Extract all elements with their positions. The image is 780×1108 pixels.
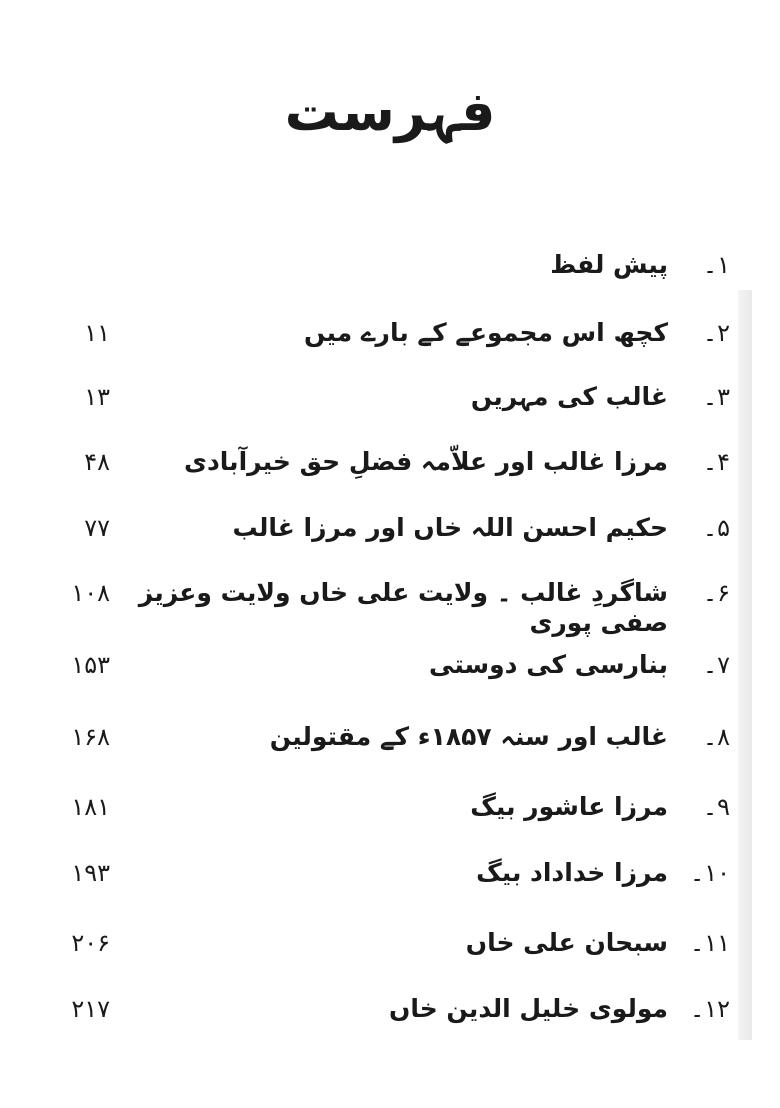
- entry-page: ۱۵۳: [71, 651, 110, 679]
- entry-page: ۷۷: [84, 514, 110, 542]
- entry-number: ۱۲۔: [690, 995, 730, 1023]
- toc-entry: [20, 650, 730, 700]
- entry-number: ۴۔: [703, 448, 730, 476]
- entry-title: مولوی خلیل الدین خاں: [388, 994, 668, 1023]
- toc-entry: [20, 513, 730, 563]
- entry-page: ۴۸: [84, 448, 110, 476]
- page-title: فہرست: [284, 80, 496, 143]
- entry-number: ۶۔: [703, 579, 730, 607]
- entry-title: مرزا غالب اور علاّمہ فضلِ حق خیرآبادی: [184, 447, 668, 476]
- toc-entry: [20, 928, 730, 978]
- entry-number: ۱۰۔: [690, 859, 730, 887]
- entry-title: شاگردِ غالب ۔ ولایت علی خاں ولایت وعزیز صفی پوری: [138, 578, 668, 637]
- entry-number: ۹۔: [703, 793, 730, 821]
- entry-number: ۳۔: [703, 383, 730, 411]
- entry-title: غالب اور سنہ ۱۸۵۷ء کے مقتولین: [269, 722, 668, 751]
- entry-page: ۲۱۷: [71, 995, 110, 1023]
- scan-shading: [738, 290, 752, 1040]
- toc-entry: [20, 994, 730, 1044]
- toc-entry: [20, 318, 730, 368]
- entry-title: مرزا خداداد بیگ: [476, 858, 668, 887]
- toc-entry: [20, 722, 730, 772]
- toc-entry: [20, 250, 730, 300]
- toc-entry: [20, 578, 730, 637]
- entry-page: ۱۹۳: [71, 859, 110, 887]
- entry-number: ۱۱۔: [690, 929, 730, 957]
- toc-entry: [20, 792, 730, 842]
- entry-page: ۱۱: [84, 319, 110, 347]
- entry-title: مرزا عاشور بیگ: [470, 792, 668, 821]
- toc-entry: [20, 382, 730, 432]
- entry-page: ۱۳: [84, 383, 110, 411]
- entry-page: ۱۸۱: [71, 793, 110, 821]
- entry-title: غالب کی مہریں: [470, 382, 668, 411]
- entry-page: ۲۰۶: [71, 929, 110, 957]
- entry-title: پیش لفظ: [550, 250, 668, 279]
- entry-number: ۵۔: [703, 514, 730, 542]
- entry-title: کچھ اس مجموعے کے بارے میں: [304, 318, 668, 347]
- entry-number: ۲۔: [703, 319, 730, 347]
- entry-title: بنارسی کی دوستی: [429, 650, 668, 679]
- entry-page: ۱۰۸: [71, 579, 110, 607]
- entry-number: ۱۔: [703, 251, 730, 279]
- entry-page: ۱۶۸: [71, 723, 110, 751]
- entry-title: حکیم احسن اللہ خاں اور مرزا غالب: [232, 513, 668, 542]
- entry-title: سبحان علی خاں: [465, 928, 668, 957]
- toc-entry: [20, 858, 730, 908]
- toc-entry: [20, 447, 730, 497]
- entry-number: ۷۔: [703, 651, 730, 679]
- entry-number: ۸۔: [703, 723, 730, 751]
